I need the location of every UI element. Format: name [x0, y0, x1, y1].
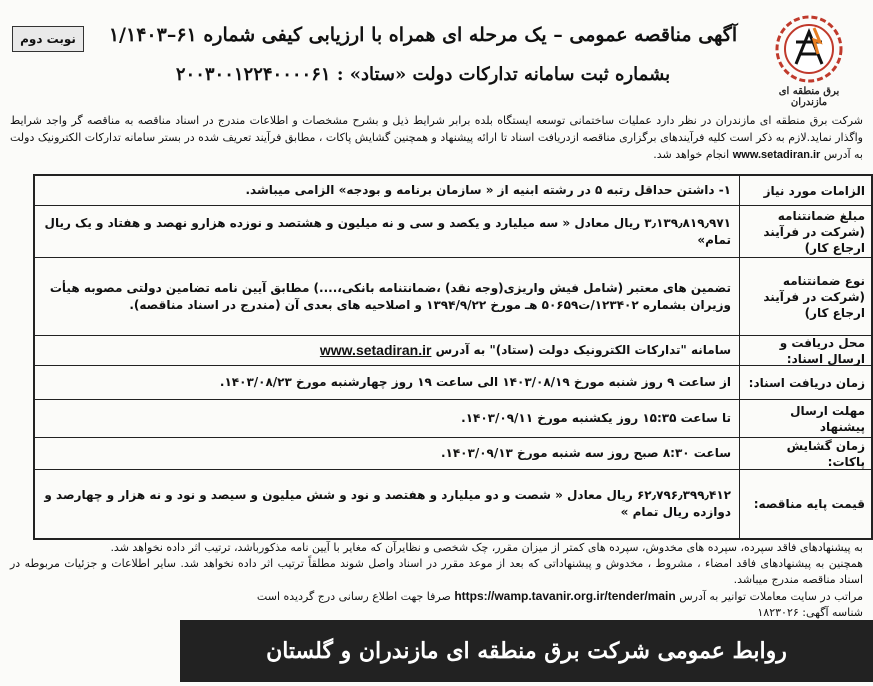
- row-label: زمان دریافت اسناد:: [739, 366, 871, 399]
- row-label: مبلغ ضمانتنامه (شرکت در فرآیند ارجاع کار): [739, 206, 871, 257]
- tender-details-table: [33, 174, 873, 540]
- row-value: ساعت ۸:۳۰ صبح روز سه شنبه مورخ ۱۴۰۳/۰۹/۱۳.: [440, 446, 731, 460]
- notice-id: شناسه آگهی: ۱۸۲۳۰۲۶: [757, 606, 863, 619]
- tavanir-link[interactable]: https://wamp.tavanir.org.ir/tender/main: [454, 589, 676, 603]
- row-value: ۳٫۱۳۹٫۸۱۹٫۹۷۱ ریال معادل « سه میلیارد و یکصد و سی و نه میلیون و هشتصد و نوزده هزارو نهصد و هفتاد و یک ریال تمام»: [44, 215, 731, 247]
- row-label: قیمت پایه مناقصه:: [739, 470, 871, 538]
- row-label: محل دریافت و ارسال اسناد:: [739, 336, 871, 365]
- intro-paragraph: [10, 112, 863, 164]
- table-row: [35, 206, 871, 258]
- intro-setad-link[interactable]: www.setadiran.ir: [732, 149, 821, 161]
- setad-link[interactable]: www.setadiran.ir: [319, 342, 432, 358]
- company-logo-text: برق منطقه ای مازندران: [778, 86, 840, 108]
- notice-header: [8, 6, 865, 110]
- row-label: مهلت ارسال پیشنهاد: [739, 400, 871, 437]
- table-row: [35, 470, 871, 538]
- setad-registration-number: بشماره ثبت سامانه تدارکات دولت «ستاد» : ۲۰۰۳۰۰۱۲۲۴۰۰۰۰۶۱: [175, 64, 671, 85]
- footer-text: مراتب در سایت معاملات توانیر به آدرس: [679, 590, 863, 603]
- intro-text-end: انجام خواهد شد.: [653, 148, 730, 161]
- row-label: الزامات مورد نیاز: [739, 176, 871, 205]
- intro-text: شرکت برق منطقه ای مازندران در نظر دارد عملیات ساختمانی توسعه ایستگاه بلده برابر شرایط ذیل و بشرح مشخصات و اطلاعات مندرج در اسناد مناقصه به مناقصه گر واجد شرایط واگذار نماید.لازم به ذکر است کلیه فرآیندهای برگزاری مناقصه ازدریافت اسناد تا ارائه پیشنهاد و همچنین گشایش پاکات ، مطابق فرآیند تعریف شده در بستر سامانه تدارکات الکترونیک دولت به آدرس: [10, 114, 863, 161]
- row-value: ۱- داشتن حداقل رتبه ۵ در رشته ابنیه از « سازمان برنامه و بودجه» الزامی میباشد.: [245, 183, 731, 197]
- row-value: تضمین های معتبر (شامل فیش واریزی(وجه نقد) ،ضمانتنامه بانکی،....) مطابق آیین نامه تضامین دولتی مصوبه هیأت وزیران بشماره ۱۲۳۴۰۲/ت۵۰۶۵۹ هـ مورخ ۱۳۹۴/۹/۲۲ و اصلاحیه های بعدی آن (مندرج در اسناد مناقصه).: [49, 280, 731, 312]
- table-row: [35, 176, 871, 206]
- row-value-text: سامانه "تدارکات الکترونیک دولت (ستاد)" به آدرس: [435, 343, 731, 357]
- notice-title: آگهی مناقصه عمومی – یک مرحله ای همراه با ارزیابی کیفی شماره ۶۱–۱/۱۴۰۳: [108, 24, 738, 46]
- second-round-badge: نوبت دوم: [12, 26, 84, 52]
- table-row: [35, 400, 871, 438]
- row-label: نوع ضمانتنامه (شرکت در فرآیند ارجاع کار): [739, 258, 871, 335]
- table-row: [35, 336, 871, 366]
- row-value: از ساعت ۹ روز شنبه مورخ ۱۴۰۳/۰۸/۱۹ الی ساعت ۱۹ روز چهارشنبه مورخ ۱۴۰۳/۰۸/۲۳.: [219, 375, 731, 389]
- row-value: تا ساعت ۱۵:۳۵ روز یکشنبه مورخ ۱۴۰۳/۰۹/۱۱.: [461, 411, 731, 425]
- footer-line: [10, 588, 863, 605]
- row-value: [35, 336, 739, 365]
- table-row: [35, 258, 871, 336]
- public-relations-banner: روابط عمومی شرکت برق منطقه ای مازندران و گلستان: [180, 620, 873, 682]
- power-tower-logo-icon: [774, 14, 844, 84]
- footer-text: صرفا جهت اطلاع رسانی درج گردیده است: [256, 590, 451, 603]
- row-value: ۶۲٫۷۹۶٫۳۹۹٫۴۱۲ ریال معادل « شصت و دو میلیارد و هفتصد و نود و شش میلیون و سیصد و نود و نه هزار و چهارصد و دوازده ریال تمام »: [44, 488, 731, 519]
- footer-line: همچنین به پیشنهادهای فاقد امضاء ، مشروط ، مخدوش و پیشنهاداتی که بعد از موعد مقرر در اسناد واصل شوند مطلقاً ترتیب اثر داده نخواهد شد. سایر اطلاعات و جزئیات مربوطه در اسناد مناقصه مندرج میباشد.: [10, 557, 863, 586]
- table-row: [35, 438, 871, 470]
- table-row: [35, 366, 871, 400]
- row-label: زمان گشایش پاکات:: [739, 438, 871, 469]
- company-logo: [759, 14, 859, 106]
- notice-footer: [10, 540, 863, 621]
- footer-line: به پیشنهادهای فاقد سپرده، سپرده های مخدوش، سپرده های کمتر از میزان مقرر، چک شخصی و نظایرآن که مغایر با آیین نامه مذکورباشد، ترتیب اثر داده نخواهد شد.: [110, 541, 863, 554]
